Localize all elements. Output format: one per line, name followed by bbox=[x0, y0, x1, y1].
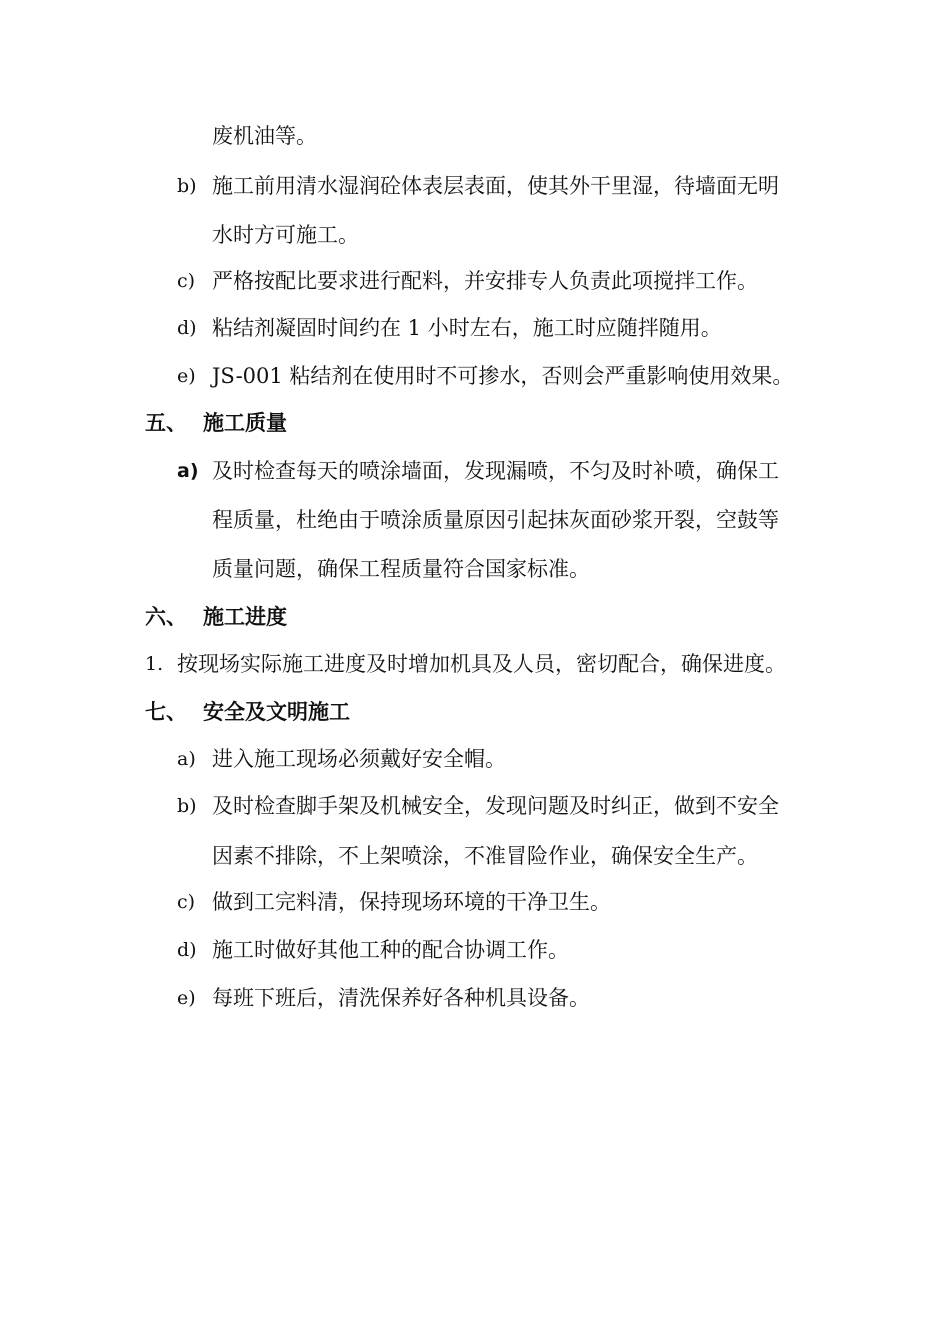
list-marker: 1. bbox=[145, 653, 164, 675]
list-item-text: 按现场实际施工进度及时增加机具及人员，密切配合，确保进度。 bbox=[177, 652, 786, 676]
list-item-text: 粘结剂凝固时间约在 1 小时左右，施工时应随拌随用。 bbox=[212, 316, 722, 340]
list-marker: a) bbox=[177, 460, 199, 482]
list-marker: b) bbox=[177, 795, 197, 817]
list-item-text: JS-001 粘结剂在使用时不可掺水，否则会严重影响使用效果。 bbox=[212, 364, 794, 388]
section-number: 七、 bbox=[145, 699, 187, 724]
section-title: 施工进度 bbox=[203, 604, 287, 629]
section-title: 安全及文明施工 bbox=[203, 699, 350, 724]
list-marker: b) bbox=[177, 175, 197, 197]
list-marker: e) bbox=[177, 365, 196, 387]
list-item-text: 及时检查脚手架及机械安全，发现问题及时纠正，做到不安全 bbox=[212, 794, 779, 818]
list-item-text: 施工前用清水湿润砼体表层表面，使其外干里湿，待墙面无明 bbox=[212, 174, 779, 198]
list-item-text: 程质量，杜绝由于喷涂质量原因引起抹灰面砂浆开裂，空鼓等 bbox=[212, 508, 779, 532]
list-marker: d) bbox=[177, 939, 197, 961]
list-marker: c) bbox=[177, 270, 196, 292]
list-marker: a) bbox=[177, 748, 196, 770]
list-item-text: 施工时做好其他工种的配合协调工作。 bbox=[212, 938, 569, 962]
list-marker: e) bbox=[177, 987, 196, 1009]
section-title: 施工质量 bbox=[203, 410, 287, 435]
list-item-text: 水时方可施工。 bbox=[212, 223, 359, 247]
list-item-text: 因素不排除，不上架喷涂，不准冒险作业，确保安全生产。 bbox=[212, 844, 758, 868]
list-item-text: 质量问题，确保工程质量符合国家标准。 bbox=[212, 557, 590, 581]
list-item-text: 进入施工现场必须戴好安全帽。 bbox=[212, 747, 506, 771]
list-item-text: 严格按配比要求进行配料，并安排专人负责此项搅拌工作。 bbox=[212, 269, 758, 293]
list-marker: c) bbox=[177, 891, 196, 913]
list-item-text: 及时检查每天的喷涂墙面，发现漏喷，不匀及时补喷，确保工 bbox=[212, 459, 779, 483]
list-item-text: 做到工完料清，保持现场环境的干净卫生。 bbox=[212, 890, 611, 914]
section-number: 六、 bbox=[145, 604, 187, 629]
list-item-text: 每班下班后，清洗保养好各种机具设备。 bbox=[212, 986, 590, 1010]
paragraph-line: 废机油等。 bbox=[212, 124, 317, 148]
section-number: 五、 bbox=[145, 410, 187, 435]
list-marker: d) bbox=[177, 317, 197, 339]
